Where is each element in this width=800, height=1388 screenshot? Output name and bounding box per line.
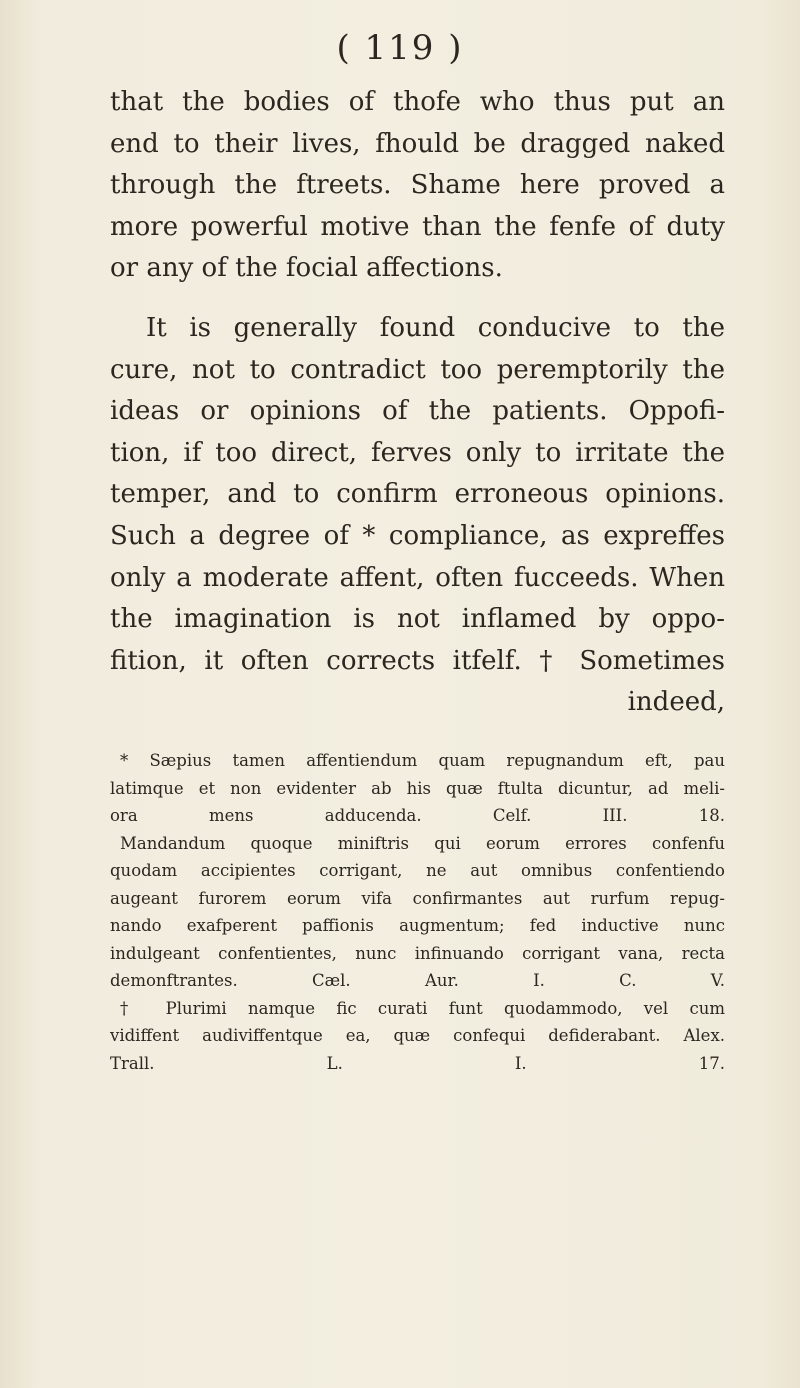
- footnote-line: indulgeant confentientes, nunc infinuando corrigant vana, recta: [110, 943, 725, 963]
- footnote-line: † Plurimi namque fic curati funt quodammodo, vel cum: [120, 998, 725, 1018]
- footnote-line: * Sæpius tamen affentiendum quam repugnandum eft, pau: [120, 751, 725, 770]
- text-line: through the ftreets. Shame here proved a: [110, 170, 725, 201]
- body-text: [110, 82, 725, 724]
- text-line: cure, not to contradict too peremptorily the: [110, 354, 725, 385]
- text-line: temper, and to confirm erroneous opinions.: [110, 479, 725, 510]
- page-number: ( 119 ): [336, 28, 464, 68]
- footnote-line: Trall. L. I. 17.: [110, 1053, 725, 1073]
- catchword: indeed,: [627, 687, 725, 718]
- footnote-line: augeant furorem eorum vifa confirmantes aut rurfum repug-: [110, 888, 725, 908]
- text-line: It is generally found conducive to the: [146, 312, 725, 343]
- paragraph-gap: [110, 290, 725, 308]
- text-line: tion, if too direct, ferves only to irritate the: [110, 437, 725, 468]
- footnote-line: ora mens adducenda. Celf. III. 18.: [110, 806, 725, 825]
- text-line: or any of the focial affections.: [110, 253, 503, 284]
- text-line: the imagination is not inflamed by oppo-: [110, 604, 725, 635]
- footnote-line: quodam accipientes corrigant, ne aut omnibus confentiendo: [110, 861, 725, 880]
- text-line: only a moderate affent, often fucceeds. When: [110, 562, 725, 593]
- footnote-line: nando exafperent paffionis augmentum; fed inductive nunc: [110, 916, 725, 935]
- footnote-line: Mandandum quoque miniftris qui eorum errores confenfu: [120, 833, 725, 853]
- footnotes: [110, 747, 725, 1077]
- footnote-line: demonftrantes. Cæl. Aur. I. C. V.: [110, 971, 725, 990]
- text-line: ideas or opinions of the patients. Oppofi-: [110, 396, 725, 427]
- text-line: Such a degree of * compliance, as expreffes: [110, 520, 725, 551]
- text-line: more powerful motive than the fenfe of duty: [110, 211, 725, 242]
- text-line: that the bodies of thofe who thus put an: [110, 87, 725, 117]
- footnote-line: vidiffent audiviffentque ea, quæ confequi defiderabant. Alex.: [110, 1026, 725, 1045]
- text-line: end to their lives, fhould be dragged naked: [110, 128, 725, 159]
- text-line: fition, it often corrects itfelf. † Sometimes: [110, 645, 725, 676]
- footnote-line: latimque et non evidenter ab his quæ ftulta dicuntur, ad meli-: [110, 778, 725, 798]
